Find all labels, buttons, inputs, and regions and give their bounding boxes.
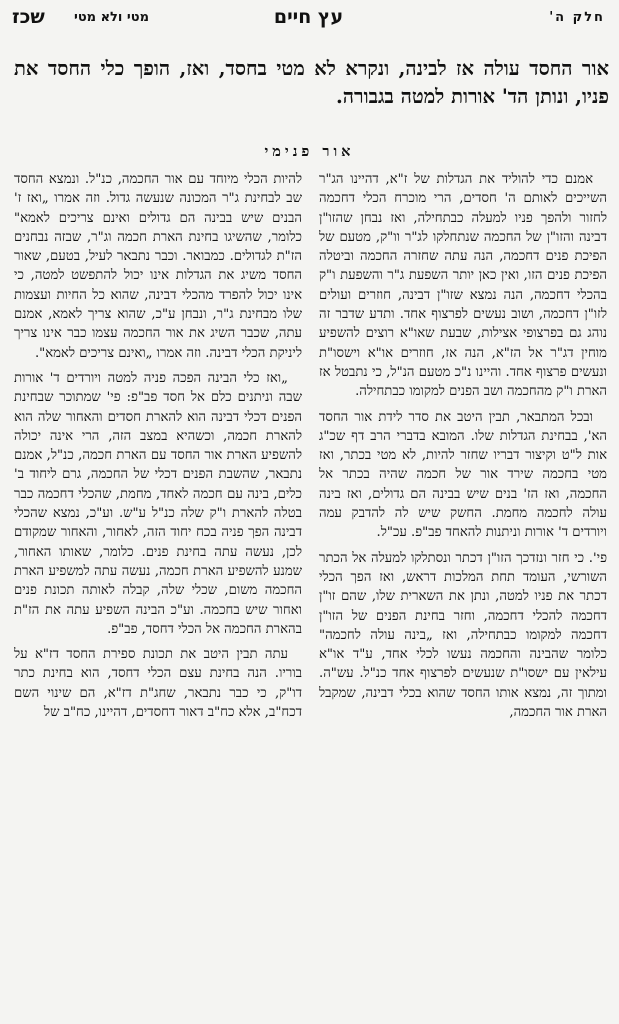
right-column: [319, 170, 607, 1012]
paragraph: להיות הכלי מיוחד עם אור החכמה, כנ"ל. ונמצא החסד שב לבחינת ג"ר המכונה שנעשה גדול. וזה אמרו „ואז ז' הבנים שיש בבינה הם גדולים ואינם צריכים לאמא" כלומר, שהשיגו בחינת הארת חכמה וג"ר, שבזה נבחנים הז"ת לגדולים. כמבואר. וכבר נתבאר לעיל, בטעם, שאור החסד משיג את הגדלות אינו יכול להתפשט למטה, כי אינו יכול להפרד מהכלי דבינה, שהוא כל החיות ועצמות שלו מבחינת ג"ר, ונבחן ע"כ, שהוא צריך לאמא, אמנם עתה, שכבר השיג את אור החכמה עצמו כבר אינו צריך ליניקת הכלי דבינה. וזה אמרו „ואינם צריכים לאמא".: [14, 172, 302, 361]
paragraph: אמנם כדי להוליד את הגדלות של ז"א, דהיינו הג"ר השייכים לאותם ה' חסדים, הרי מוכרח הכלי דחכמה לחזור ולהפך פניו למעלה כבתחילה, ואז נבחן שהזו"ן דבינה והזו"ן של החכמה שנתחלקו לג"ר וו"ק, מטעם של הפיכת פנים דחכמה, הנה עתה שחזרה החכמה וביטלה הפיכת פנים הזו, ואין כאן יותר השפעת ג"ר והשפעת ו"ק בהכלי דחכמה, הנה נמצא שזו"ן דבינה, חוזרים ועולים לזו"ן דחכמה, ושוב נעשים לפרצוף אחד. ותדע שדבר זה נוהג גם בפרצופי אצילות, שבעת שאו"א רוצים להשפיע מוחין דג"ר אל הז"א, הנה אז, חוזרים או"א וישסו"ת ונעשים פרצוף אחד. והיינו נ"כ מטעם הנ"ל, כי נתבטל אז הארת ו"ק מהחכמה ושב הפנים למקומו כבתחילה.: [319, 172, 607, 400]
paragraph: עתה תבין היטב את תכונת ספירת החסד דז"א על בוריו. הנה בחינת עצם הכלי דחסד, הוא בחינת כתר דו"ק, כי כבר נתבאר, שחג"ת דז"א, הם שינוי השם דכח"ב, אלא כח"ב דאור דחסדים, דהיינו, כח"ב של: [14, 647, 302, 721]
page-number: שכז: [12, 6, 45, 28]
section-title: מטי ולא מטי: [74, 10, 149, 25]
part-label: חלק ה': [549, 10, 605, 25]
section-heading: אור פנימי: [264, 143, 355, 160]
running-head: [12, 6, 605, 32]
paragraph: פי'. כי חזר ונזדכך הזו"ן דכתר ונסתלקו למעלה אל הכתר השורשי, העומד תחת המלכות דראש, ואז הפך הכלי דכתר את פניו למטה, ונתן את השארית שלו, שהם זו"ן דחכמה להכלי דחכמה, וחזר בחינת הפנים של הזו"ן דחכמה למקומו כבתחילה, ואז „בינה עולה לחכמה" כלומר שהבינה והחכמה נעשו לכלי אחד, ע"ד או"א עילאין עם ישסו"ת שנעשים לפרצוף אחד כנ"ל. עש"ה. ומתוך זה, נמצא אותו החסד שהוא בכלי דבינה, שמקבל הארת אור החכמה,: [319, 550, 607, 721]
paragraph: ובכל המתבאר, תבין היטב את סדר לידת אור החסד הא', בבחינת הגדלות שלו. המובא בדברי הרב דף שכ"ג אות ל"ט וקיצור דבריו שחזר להיות, לא מטי בכתר, ואז מטי בחכמה שירד אור של חכמה שהיה בכתר אל החכמה, ואז הז' בנים שיש בבינה הם גדולים, ואז בינה עולה לחכמה מחמת. החשק שיש לה להדבק עמה ויורדים ד' אורות וניתנות להאחד פב"פ. עכ"ל.: [319, 409, 607, 541]
intro-paragraph: אור החסד עולה אז לבינה, ונקרא לא מטי בחסד, ואז, הופך כלי החסד את פניו, ונותן הד' אורות למטה בגבורה.: [14, 57, 609, 108]
left-column: [14, 170, 302, 1012]
book-title: עץ חיים: [273, 6, 344, 28]
paragraph: „ואז כלי הבינה הפכה פניה למטה ויורדים ד' אורות שבה וניתנים כלם אל חסד פב"פ: פי' שמתוכר שבחינת הפנים דכלי דבינה הוא להארת חסדים והאחור שלה הוא להארת חכמה, וכשהיא במצב הזה, הרי אינה יכולה להשפיע הארת אור החסד עם הארת חכמה, כנ"ל, אמנם נתבאר, שהשבת הפנים דכלי של החכמה, גרם ליחוד ב' כלים, בינה עם חכמה לאחד, מחמת, שהכלי דחכמה כבר בטלה להארת ו"ק שלה כנ"ל ע"ש. וע"כ, נמצא שהכלי דבינה הפך פניה בכח יחוד הזה, לאחור, והאחור שמקודם לכן, נעשה עתה בחינת פנים. כלומר, שאותו האחור, שמנע להשפיע הארת חכמה, נעשה עתה למשפיע הארת החכמה משום, שכלי שלה, קבלה לאותה תכונת פנים ואחור שיש בחכמה. וע"כ הבינה השפיע עתה את הז"ת בהארת החכמה אל הכלי דחסד, פב"פ.: [14, 370, 302, 637]
